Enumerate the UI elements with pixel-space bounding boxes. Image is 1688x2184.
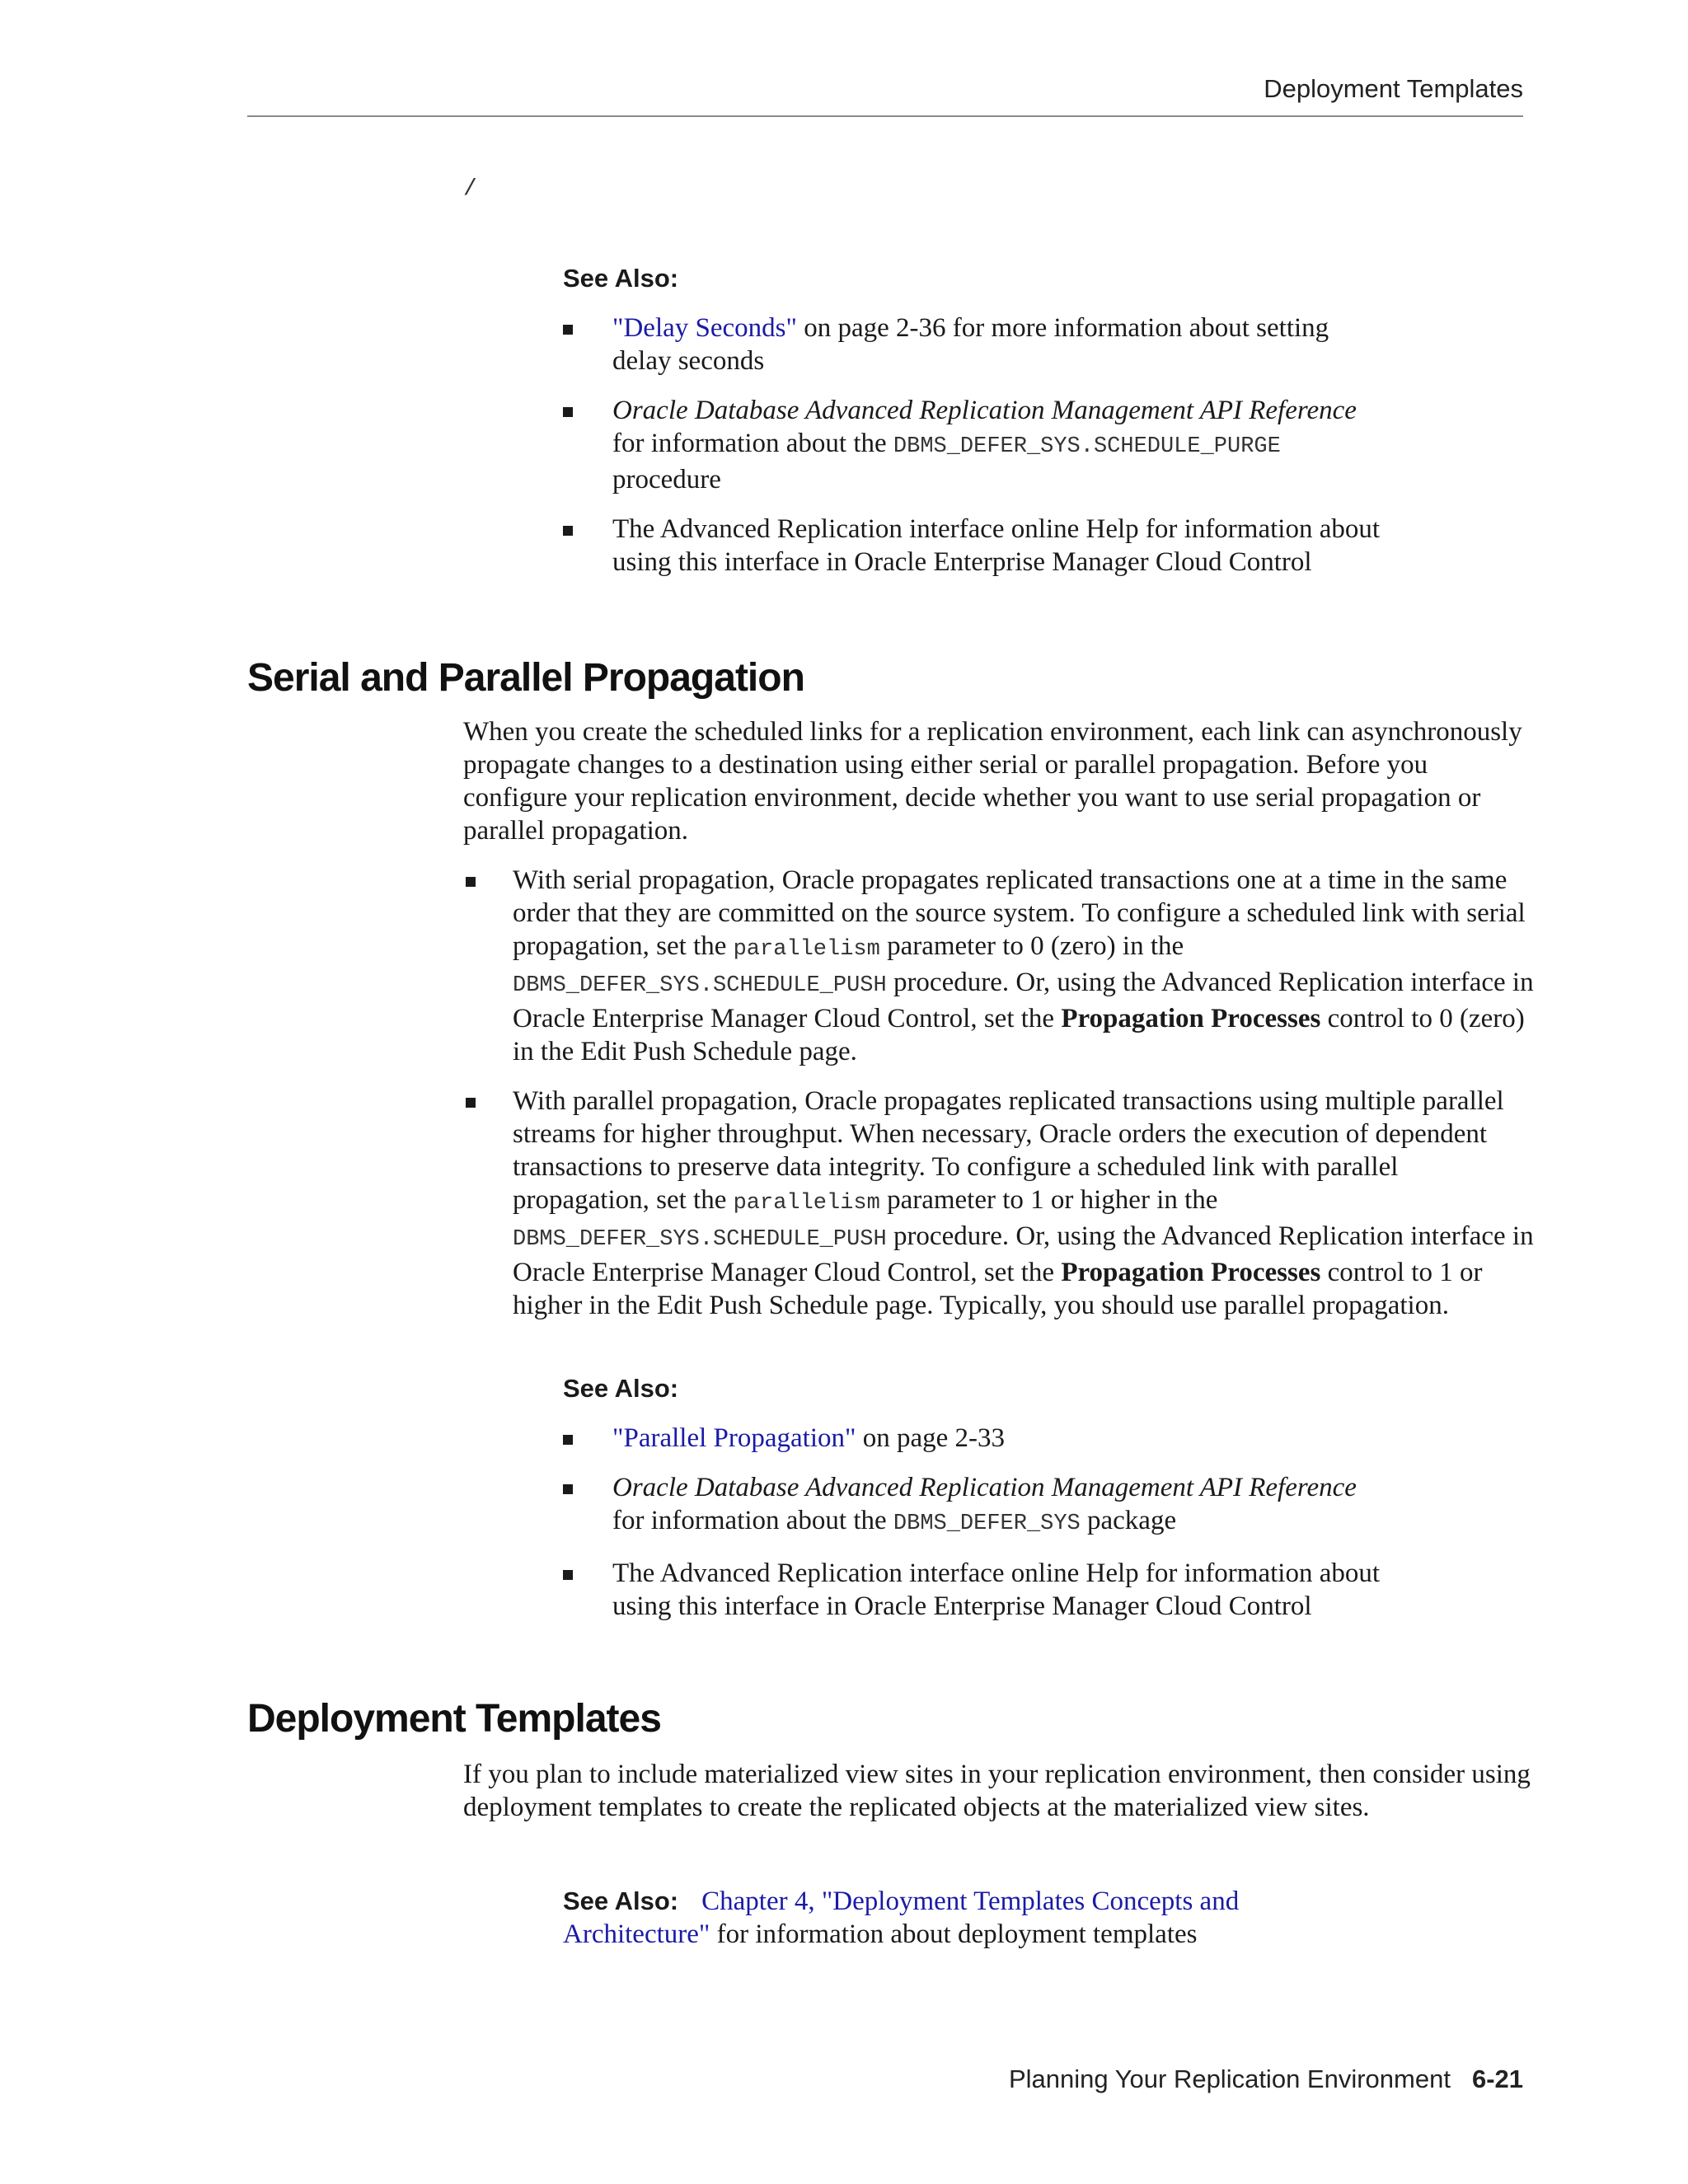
see-also-text: for information about deployment templates (710, 1919, 1198, 1949)
see-also-list (563, 1422, 1387, 1623)
book-title: Oracle Database Advanced Replication Management API Reference (612, 396, 1357, 425)
section-heading-serial-parallel: Serial and Parallel Propagation (247, 656, 804, 700)
list-item-text: package (1080, 1506, 1177, 1535)
list-item (563, 394, 1387, 496)
see-also-note-2 (563, 1372, 1387, 1639)
list-item-text: The Advanced Replication interface online Help for information about using this interface in Oracle Enterprise Manager Cloud Control (612, 514, 1381, 577)
code-term: DBMS_DEFER_SYS.SCHEDULE_PUSH (513, 1227, 887, 1252)
running-header: Deployment Templates (1264, 74, 1523, 103)
paragraph: When you create the scheduled links for a replication environment, each link can asynchronously propagate changes to a destination using either serial or parallel propagation. Before you configure your replication environment, decide whether you want to use serial propagation or parallel propagation. (463, 717, 1522, 846)
propagation-list (463, 864, 1535, 1322)
list-item-text: on page 2-36 for more information about setting delay seconds (612, 313, 1329, 376)
list-item-text: control to 0 (zero) in the Edit Push Schedule page. (513, 1004, 1525, 1066)
ui-term: Propagation Processes (1061, 1004, 1321, 1033)
parallel-propagation-link[interactable]: "Parallel Propagation" (612, 1423, 856, 1453)
list-item-text: parameter to 0 (zero) in the (879, 931, 1184, 961)
page-footer (1009, 2064, 1523, 2094)
code-fragment: / (463, 176, 477, 202)
chapter-4-link[interactable]: Chapter 4, "Deployment Templates Concepts and Architecture" (563, 1886, 1240, 1949)
list-item-text: With serial propagation, Oracle propagates replicated transactions one at a time in the same order that they are committed on the source system. To configure a scheduled link with serial propagation, set the (513, 865, 1526, 961)
see-also-note-1 (563, 262, 1387, 595)
list-item-text: The Advanced Replication interface online Help for information about using this interface in Oracle Enterprise Manager Cloud Control (612, 1558, 1381, 1621)
see-also-note-3 (563, 1885, 1387, 1951)
see-also-title: See Also: (563, 1886, 679, 1915)
section-heading-deployment-templates: Deployment Templates (247, 1697, 661, 1741)
code-term: parallelism (733, 1191, 880, 1216)
footer-title: Planning Your Replication Environment (1008, 2064, 1451, 2093)
code-term: DBMS_DEFER_SYS.SCHEDULE_PUSH (513, 973, 887, 998)
delay-seconds-link[interactable]: "Delay Seconds" (612, 313, 797, 343)
see-also-list (563, 312, 1387, 579)
list-item (563, 312, 1387, 377)
list-item-text: procedure. Or, using the Advanced Replication interface in Oracle Enterprise Manager Cloud Control, set the (513, 1221, 1534, 1287)
list-item (563, 1471, 1387, 1540)
ui-term: Propagation Processes (1061, 1258, 1321, 1287)
code-term: DBMS_DEFER_SYS.SCHEDULE_PURGE (893, 434, 1281, 459)
list-item-text: for information about the (612, 1506, 893, 1535)
list-item-text: procedure (612, 465, 721, 494)
code-term: parallelism (733, 937, 880, 962)
see-also-title: See Also: (563, 1374, 679, 1403)
list-item (563, 1557, 1387, 1623)
list-item (563, 1422, 1387, 1455)
book-title: Oracle Database Advanced Replication Management API Reference (612, 1473, 1357, 1502)
page-number: 6-21 (1471, 2064, 1523, 2093)
list-item (563, 513, 1387, 579)
header-rule (247, 115, 1523, 117)
list-item-text: With parallel propagation, Oracle propagates replicated transactions using multiple parallel streams for higher throughput. When necessary, Oracle orders the execution of dependent transactions to preserve data integrity. To configure a scheduled link with parallel propagation, set the (513, 1086, 1504, 1215)
list-item-text: control to 1 or higher in the Edit Push Schedule page. Typically, you should use parallel propagation. (513, 1258, 1483, 1320)
list-item-text: on page 2-33 (856, 1423, 1005, 1453)
list-item-text: for information about the (612, 429, 893, 458)
code-term: DBMS_DEFER_SYS (893, 1511, 1081, 1536)
see-also-title: See Also: (563, 264, 679, 293)
deployment-templates-body (463, 1758, 1535, 1824)
paragraph: If you plan to include materialized view sites in your replication environment, then consider using deployment templates to create the replicated objects at the materialized view sites. (463, 1760, 1531, 1822)
list-item-text: procedure. Or, using the Advanced Replication interface in Oracle Enterprise Manager Cloud Control, set the (513, 968, 1534, 1033)
list-item (463, 864, 1535, 1068)
serial-parallel-body (463, 715, 1535, 1338)
list-item (463, 1085, 1535, 1322)
list-item-text: parameter to 1 or higher in the (879, 1185, 1218, 1215)
